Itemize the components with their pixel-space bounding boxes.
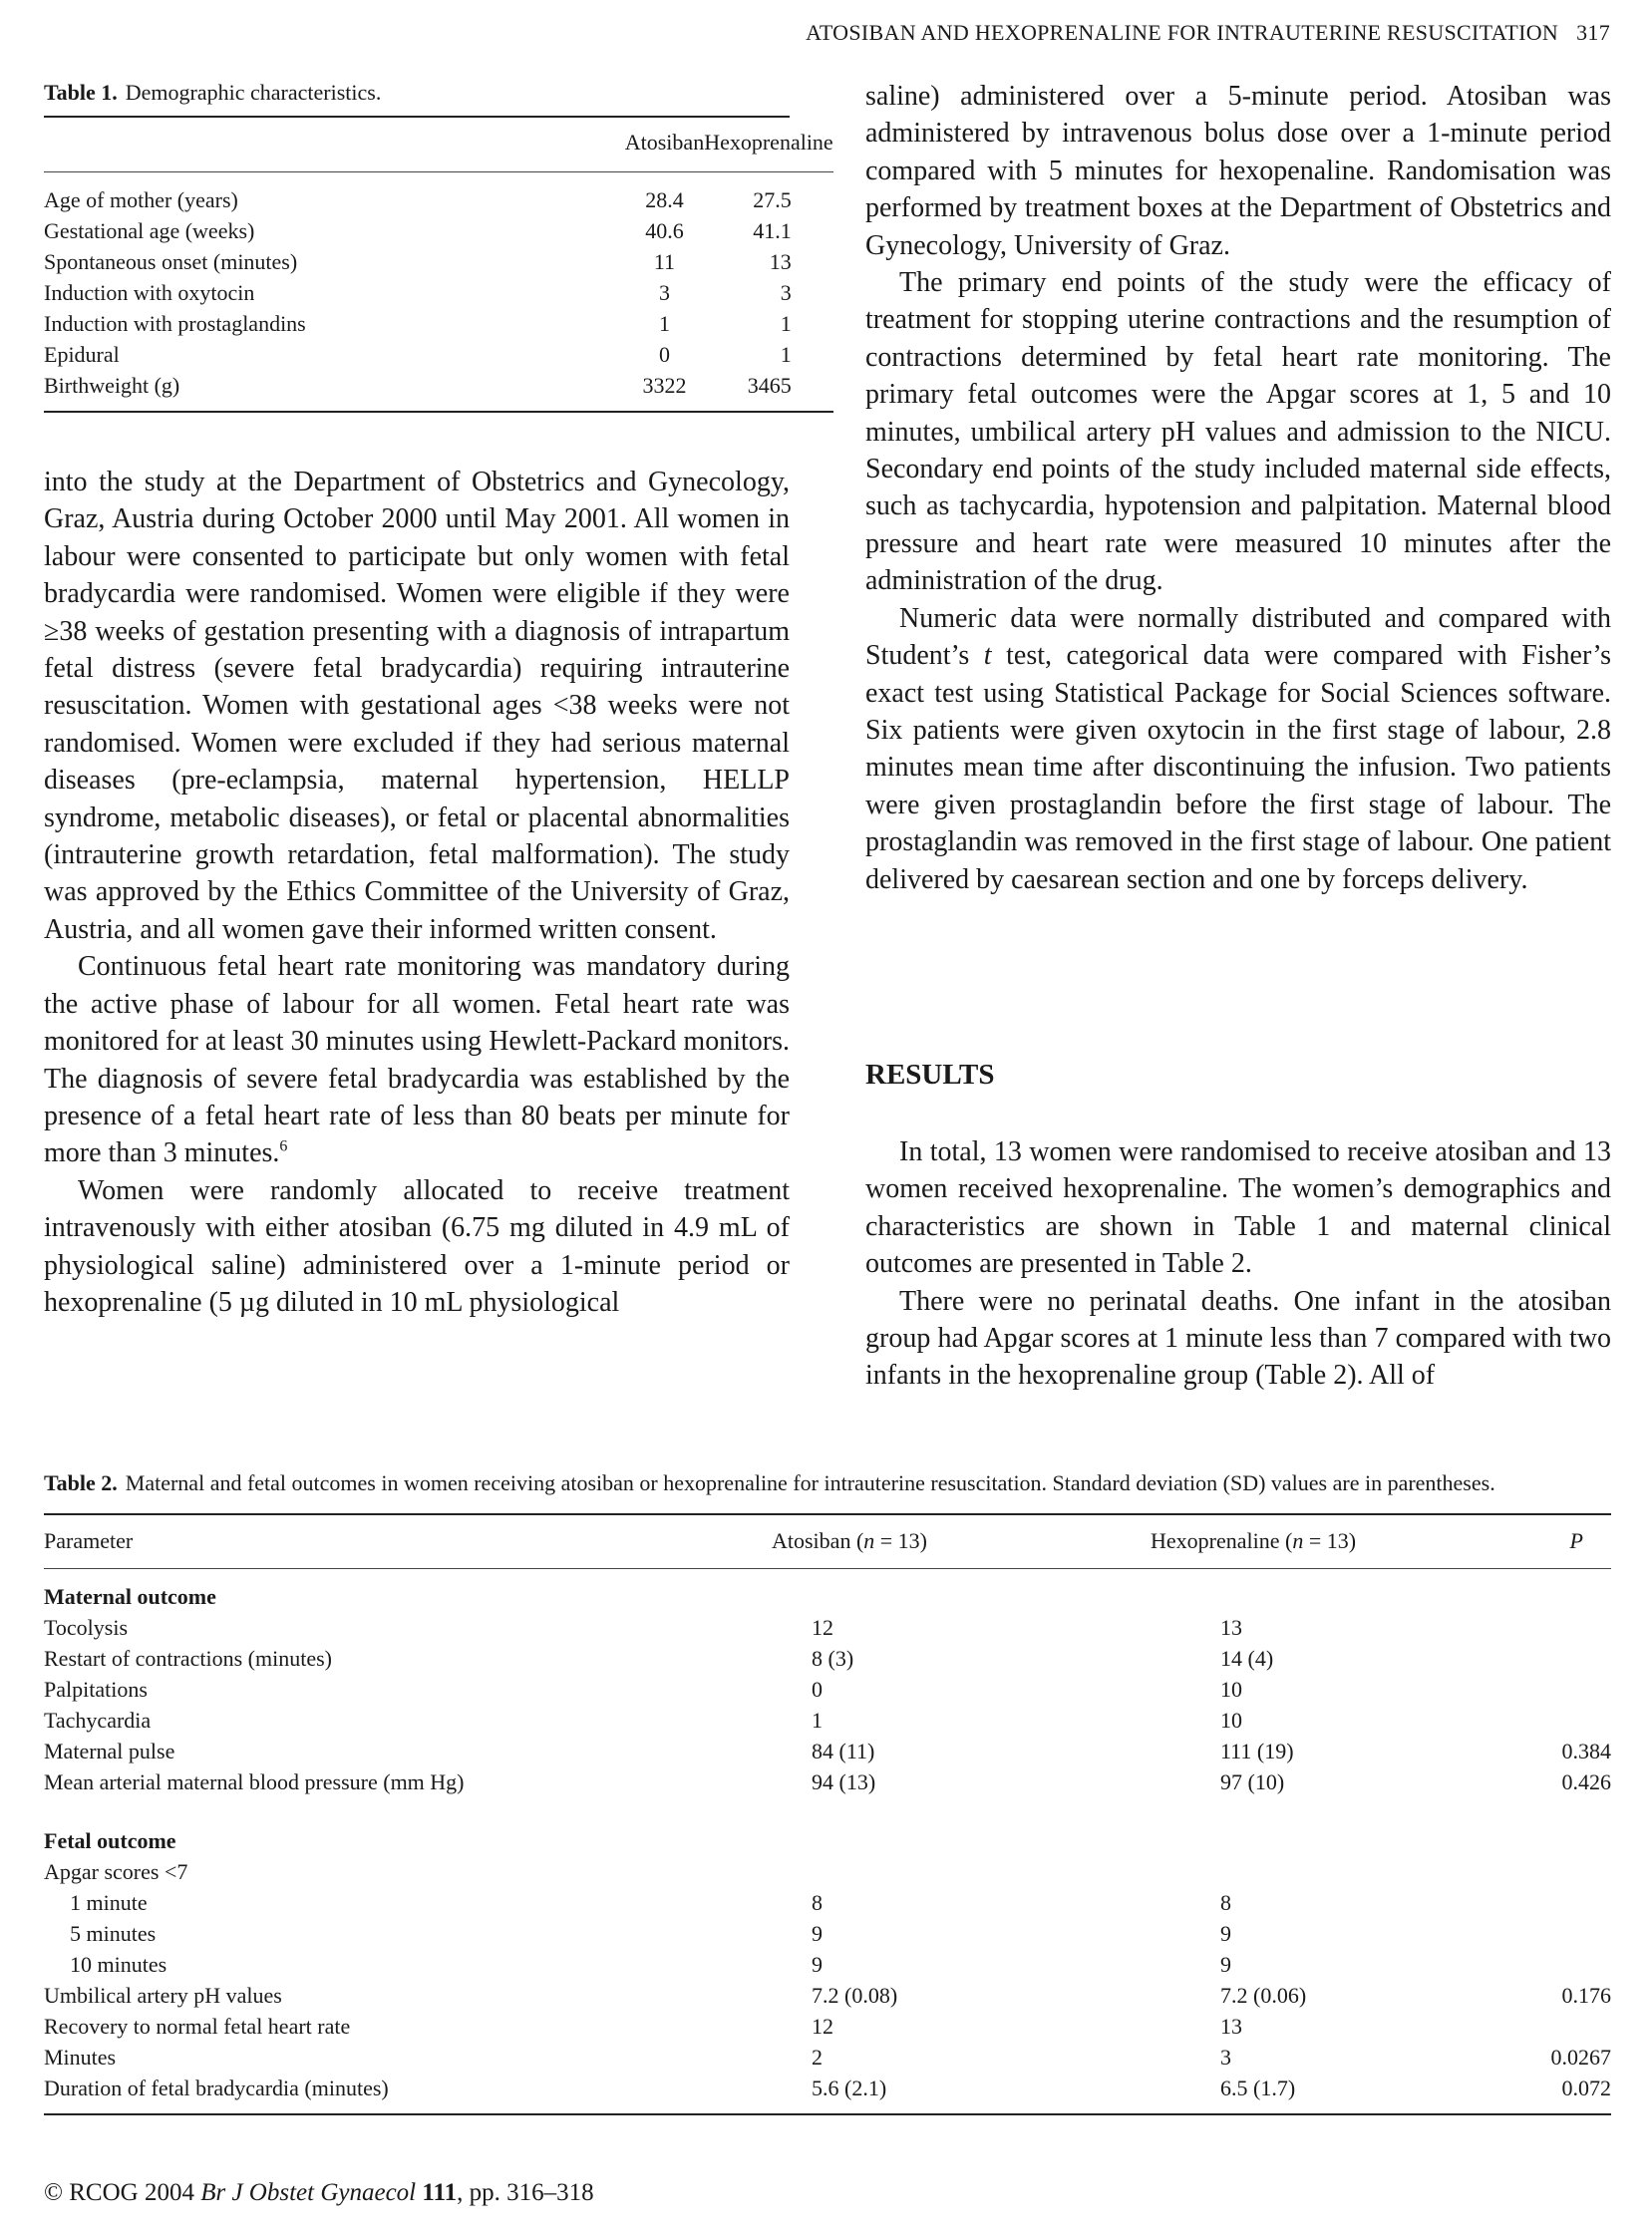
row-label: Epidural [44,342,120,367]
hexoprenaline-value: 10 [1220,1708,1242,1733]
row-label: Induction with oxytocin [44,280,255,305]
p-value: 0.176 [1561,1983,1611,2008]
hexoprenaline-value: 14 (4) [1220,1646,1274,1671]
table-1-title: Demographic characteristics. [125,80,382,105]
table-row [44,1887,1611,1918]
table-row [44,308,833,339]
table-2-body [44,1569,1611,2115]
statistics-t-symbol: t [983,640,992,672]
atosiban-value: 12 [812,2014,833,2039]
table-row [44,1918,1611,1949]
p-value [1480,1643,1611,1674]
hexoprenaline-value: 13 [1220,2014,1242,2039]
reference-6: 6 [279,1137,288,1155]
fetal-outcome-heading: Fetal outcome [44,1828,176,1853]
table-row [44,2011,1611,2042]
row-label: Umbilical artery pH values [44,1983,282,2008]
statistics-text-1: Numeric data were normally distributed and compared with Student’s [865,602,1611,672]
hexoprenaline-value: 3 [1220,2045,1231,2070]
row-label: 10 minutes [70,1952,167,1977]
row-label: Tocolysis [44,1615,129,1640]
row-label: Recovery to normal fetal heart rate [44,2014,351,2039]
table-1-caption [44,78,790,108]
table-1 [44,78,833,413]
table-row [44,246,833,277]
row-label: 5 minutes [70,1921,157,1946]
apgar-label-row [44,1856,1611,1887]
col-p-symbol: P [1569,1528,1583,1553]
table-row [44,1705,1611,1736]
col-atosiban-count: = 13) [874,1528,927,1553]
row-label: Tachycardia [44,1708,152,1733]
row-label: Palpitations [44,1677,148,1702]
hexoprenaline-value: 27.5 [753,187,792,212]
atosiban-value: 12 [812,1615,833,1640]
table-row [44,2073,1611,2114]
table-1-col-atosiban: Atosiban [624,130,705,155]
atosiban-value: 9 [812,1952,823,1977]
p-value: 0.426 [1561,1769,1611,1794]
hexoprenaline-value: 13 [1220,1615,1242,1640]
paragraph-study-setting: into the study at the Department of Obstetrics and Gynecology, Graz, Austria during October 2000 until May 2001. All women in labour were consented to participate but only women with fetal bradycardia were randomised. Women were eligible if they were ≥38 weeks of gestation presenting with a diagnosis of intrapartum fetal distress (severe fetal bradycardia) requiring intrauterine resuscitation. Women with gestational ages <38 weeks were not randomised. Women were excluded if they had serious maternal diseases (pre-eclampsia, maternal hypertension, HELLP syndrome, metabolic diseases), or fetal or placental abnormalities (intrauterine growth retardation, fetal malformation). The study was approved by the Ethics Committee of the University of Graz, Austria, and all women gave their informed written consent. [44,467,790,945]
hexoprenaline-value: 7.2 (0.06) [1220,1983,1307,2008]
table-1-body [44,172,833,413]
hexoprenaline-value: 9 [1220,1952,1231,1977]
footer-copyright: © RCOG 2004 [44,2179,201,2206]
row-label: 1 minute [70,1890,148,1915]
table-row [44,1980,1611,2011]
table-row [44,277,833,308]
p-value [1480,1612,1611,1643]
hexoprenaline-value: 13 [769,249,792,274]
maternal-outcome-heading-row [44,1569,1611,1613]
atosiban-value: 3 [658,280,670,305]
hexoprenaline-value: 97 (10) [1220,1769,1285,1794]
table-1-label: Table 1. [44,80,118,105]
paragraph-administration: saline) administered over a 5-minute period. Atosiban was administered by intravenous bolus dose over a 1-minute period compared with 5 minutes for hexopenaline. Randomisation was performed by treatment boxes at the Department of Obstetrics and Gynecology, University of Graz. [865,81,1611,261]
p-value [1480,2011,1611,2042]
paragraph-monitoring-text: Continuous fetal heart rate monitoring was mandatory during the active phase of labour for all women. Fetal heart rate was monitored for at least 30 minutes using Hewlett-Packard monitors. The diagnosis of severe fetal bradycardia was established by the presence of a fetal heart rate of less than 80 beats per minute for more than 3 minutes. [44,951,790,1169]
table-row [44,215,833,246]
running-header [806,20,1610,46]
atosiban-value: 94 (13) [812,1769,876,1794]
table-row [44,172,833,216]
right-column-text [865,78,1611,898]
section-heading-results: RESULTS [865,1059,995,1091]
hexoprenaline-value: 3465 [747,373,792,398]
table-2-col-p [1480,1515,1611,1569]
p-value [1480,1674,1611,1705]
hexoprenaline-value: 8 [1220,1890,1231,1915]
hexoprenaline-value: 41.1 [753,218,792,243]
maternal-outcome-heading: Maternal outcome [44,1584,216,1609]
p-value: 0.0267 [1550,2045,1611,2070]
table-row [44,2042,1611,2073]
table-2-header-row [44,1515,1611,1569]
atosiban-value: 84 (11) [812,1739,875,1763]
atosiban-value: 11 [653,249,676,274]
page-footer [44,2179,594,2207]
hexoprenaline-value: 1 [780,342,792,367]
row-label: Minutes [44,2045,117,2070]
row-label: Restart of contractions (minutes) [44,1646,332,1671]
atosiban-value: 0 [658,342,670,367]
atosiban-value: 28.4 [645,187,684,212]
hexoprenaline-value: 1 [780,311,792,336]
hexoprenaline-value: 10 [1220,1677,1242,1702]
col-hexoprenaline-name: Hexoprenaline ( [1151,1528,1293,1553]
hexoprenaline-value: 9 [1220,1921,1231,1946]
atosiban-value: 1 [658,311,670,336]
table-1-header-row [44,118,833,172]
col-atosiban-name: Atosiban ( [772,1528,864,1553]
running-title: ATOSIBAN AND HEXOPRENALINE FOR INTRAUTERINE RESUSCITATION [806,20,1559,45]
table-2 [44,1467,1611,2115]
hexoprenaline-value: 6.5 (1.7) [1220,2076,1296,2100]
row-label: Age of mother (years) [44,187,238,212]
table-2-grid [44,1515,1611,2115]
atosiban-value: 5.6 (2.1) [812,2076,887,2100]
p-value [1480,1949,1611,1980]
table-2-label: Table 2. [44,1470,118,1495]
col-hexoprenaline-count: = 13) [1303,1528,1357,1553]
p-value: 0.384 [1561,1739,1611,1763]
statistics-text-2: test, categorical data were compared with Fisher’s exact test using Statistical Package for Social Sciences software. Six patients were given oxytocin in the first stage of labour, 2.8 minutes mean time after discontinuing the infusion. Two patients were given prostaglandin before the first stage of labour. The prostaglandin was removed in the first stage of labour. One patient delivered by caesarean section and one by forceps delivery. [865,640,1611,895]
table-row [44,1736,1611,1766]
table-2-col-hexoprenaline [1141,1515,1480,1569]
table-2-caption [44,1467,1611,1499]
atosiban-value: 3322 [642,373,687,398]
p-value [1480,1705,1611,1736]
row-label: Gestational age (weeks) [44,218,255,243]
footer-volume: 111 [422,2179,458,2206]
row-label: Maternal pulse [44,1739,175,1763]
table-1-col-hexoprenaline: Hexoprenaline [704,130,833,155]
table-2-col-parameter: Parameter [44,1528,134,1553]
table-2-col-atosiban [742,1515,1141,1569]
table-row [44,1949,1611,1980]
table-row [44,370,833,412]
atosiban-value: 7.2 (0.08) [812,1983,898,2008]
atosiban-value: 8 (3) [812,1646,854,1671]
row-label: Induction with prostaglandins [44,311,306,336]
hexoprenaline-value: 111 (19) [1220,1739,1294,1763]
atosiban-value: 8 [812,1890,823,1915]
hexoprenaline-value: 3 [780,280,792,305]
fetal-outcome-heading-row [44,1797,1611,1856]
table-row [44,339,833,370]
atosiban-value: 9 [812,1921,823,1946]
paragraph-monitoring [44,948,790,1171]
paragraph-statistics [865,600,1611,898]
footer-pages: , pp. 316–318 [457,2179,594,2206]
row-label: Mean arterial maternal blood pressure (mm Hg) [44,1769,465,1794]
col-hexoprenaline-n: n [1292,1528,1304,1553]
table-row [44,1643,1611,1674]
paragraph-end-points: The primary end points of the study were the efficacy of treatment for stopping uterine contractions and the resumption of contractions determined by fetal heart rate monitoring. The primary fetal outcomes were the Apgar scores at 1, 5 and 10 minutes, umbilical artery pH values and admission to the NICU. Secondary end points of the study included maternal side effects, such as tachycardia, hypotension and palpitation. Maternal blood pressure and heart rate were measured 10 minutes after the administration of the drug. [865,267,1611,597]
atosiban-value: 40.6 [645,218,684,243]
table-1-grid [44,118,833,413]
p-value [1480,1887,1611,1918]
p-value [1480,1918,1611,1949]
paragraph-randomisation: Women were randomly allocated to receive treatment intravenously with either atosiban (6.75 mg diluted in 4.9 mL of physiological saline) administered over a 1-minute period or hexoprenaline (5 µg diluted in 10 mL physiological [44,1174,790,1318]
row-label: Spontaneous onset (minutes) [44,249,298,274]
table-2-title: Maternal and fetal outcomes in women receiving atosiban or hexoprenaline for intrauterine resuscitation. Standard deviation (SD) values are in parentheses. [125,1470,1495,1495]
atosiban-value: 0 [812,1677,823,1702]
p-value: 0.072 [1561,2076,1611,2100]
page-number: 317 [1576,20,1610,45]
footer-journal: Br J Obstet Gynaecol [200,2179,417,2206]
row-label: Birthweight (g) [44,373,180,398]
table-row [44,1674,1611,1705]
atosiban-value: 1 [812,1708,823,1733]
table-row [44,1766,1611,1797]
apgar-label: Apgar scores <7 [44,1859,188,1884]
col-atosiban-n: n [863,1528,875,1553]
table-row [44,1612,1611,1643]
left-column-text [44,464,790,1321]
results-text [865,1133,1611,1395]
row-label: Duration of fetal bradycardia (minutes) [44,2076,389,2100]
paragraph-perinatal: There were no perinatal deaths. One infant in the atosiban group had Apgar scores at 1 minute less than 7 compared with two infants in the hexoprenaline group (Table 2). All of [865,1285,1611,1392]
paragraph-results-summary: In total, 13 women were randomised to receive atosiban and 13 women received hexoprenaline. The women’s demographics and characteristics are shown in Table 1 and maternal clinical outcomes are presented in Table 2. [865,1136,1611,1280]
atosiban-value: 2 [812,2045,823,2070]
